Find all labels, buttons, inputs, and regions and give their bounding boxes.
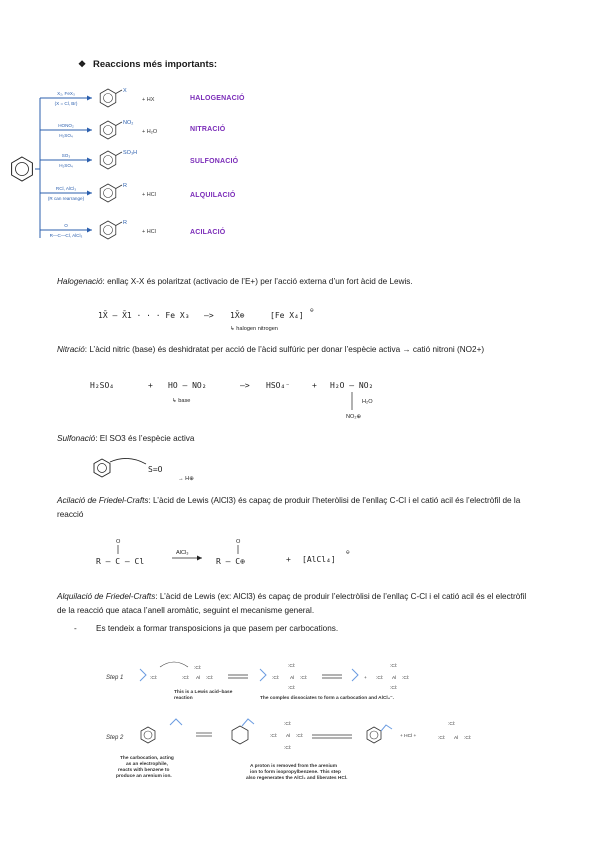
handwritten-acyl <box>90 534 390 576</box>
label-alquilacio: ALQUILACIÓ <box>190 192 236 199</box>
step2-note6: ion to form isopropylbenzene. This step <box>250 770 341 775</box>
bullet-marker: - <box>74 624 77 633</box>
step1b-cl2: :Cl: <box>300 676 308 681</box>
reaction-row <box>40 150 137 169</box>
step2b-al: Al <box>454 736 459 741</box>
step1-note1: This is a Lewis acid–base <box>174 690 233 695</box>
product-ring-icon <box>100 89 116 107</box>
hw-acyl-reagent: AlCl₃ <box>176 550 189 556</box>
step2-cl4: :Cl: <box>284 746 292 751</box>
title-sulfonacio: Sulfonació <box>57 434 96 443</box>
hw-halogen-charge: ⊖ <box>310 307 314 314</box>
byproduct: + HCl <box>142 192 156 198</box>
step1b-cl3: :Cl: <box>288 664 296 669</box>
step1c-cl3: :Cl: <box>390 664 398 669</box>
substituent: R <box>123 220 127 226</box>
label-acilacio: ACILACIÓ <box>190 229 226 236</box>
byproduct: + H₂O <box>142 129 158 135</box>
reagent-bottom: H₂SO₄ <box>59 133 73 138</box>
hw-nitro-reactant: HO — NO₂ <box>168 381 207 390</box>
hw-halogen-left: 1X̄ — X̄1 · · · Fe X₃ <box>98 311 190 320</box>
title-nitracio: Nitració <box>57 345 85 354</box>
step1-al: Al <box>196 676 201 681</box>
mechanism-figure <box>100 655 540 790</box>
svg-text:O: O <box>236 539 241 545</box>
substituent-bond <box>116 90 122 94</box>
step1-cl2: :Cl: <box>182 676 190 681</box>
arrowhead-icon <box>87 128 92 133</box>
substituent-bond <box>116 152 122 156</box>
hw-acyl-prod: R — C⊕ <box>216 557 245 566</box>
bullet-text: Es tendeix a formar transposicions ja que pasem per carbocations. <box>96 624 339 633</box>
step1-cl: :Cl: <box>150 676 158 681</box>
substituent: SO₃H <box>123 150 138 156</box>
bullet-item <box>74 624 338 633</box>
hw-nitro-arrow: —> <box>240 381 250 390</box>
step1-note2: reaction <box>174 696 193 701</box>
step2-plus-hcl: + HCl + <box>400 734 417 739</box>
reagent-bottom: (R can rearrange) <box>47 196 85 201</box>
product-ring-icon <box>100 121 116 139</box>
text-halogenacio: : enllaç X-X és polaritzat (activacio de l’E+) per l’acció externa d’un fort àcid de Lewis. <box>102 277 413 286</box>
step2b-cl2: :Cl: <box>438 736 446 741</box>
step1b-cl: :Cl: <box>272 676 280 681</box>
hw-nitro-base: ↳ base <box>172 398 191 404</box>
arrowhead-icon <box>87 96 92 101</box>
reaction-row <box>40 183 156 202</box>
step1-cl3: :Cl: <box>206 676 214 681</box>
label-nitracio: NITRACIÓ <box>190 126 226 133</box>
step2-al: Al <box>286 734 291 739</box>
hw-acyl-plus: + <box>286 555 291 564</box>
section-heading <box>78 59 217 70</box>
step1c-cl4: :Cl: <box>390 686 398 691</box>
text-nitracio: : L’àcid nitric (base) és deshidratat per acció de l’àcid sulfúric per donar l’espècie activa → catió nitroni (NO2+) <box>84 345 485 354</box>
label-sulfonacio: SULFONACIÓ <box>190 158 239 165</box>
label-halogenacio: HALOGENACIÓ <box>190 95 245 102</box>
paragraph-alquilacio <box>57 590 537 618</box>
reagent-bottom: H₂SO₄ <box>59 163 73 168</box>
reaction-scheme <box>0 75 600 255</box>
arrowhead-icon <box>87 191 92 196</box>
hw-nitro-no2: NO₂⊕ <box>346 414 362 420</box>
title-halogenacio: Halogenació <box>57 277 103 286</box>
paragraph-acilacio <box>57 494 537 522</box>
hw-acyl-charge: ⊖ <box>346 549 350 556</box>
reagent-bottom: R—C—Cl, AlCl₃ <box>49 233 83 238</box>
isopropylbenzene-icon <box>367 725 392 743</box>
heading-text: Reaccions més importants: <box>93 59 218 70</box>
reaction-row <box>40 120 158 139</box>
hw-halogen-right: 1X̄⊕ <box>230 311 245 320</box>
product-ring-circle <box>104 189 113 198</box>
product-ring-icon <box>100 151 116 169</box>
benzene-step2-icon <box>141 727 155 743</box>
product-ring-icon <box>100 221 116 239</box>
handwritten-halogen <box>80 300 440 336</box>
product-ring-circle <box>104 94 113 103</box>
paragraph-sulfonacio <box>57 432 537 446</box>
paragraph-halogenacio <box>57 275 537 289</box>
step1-label: Step 1 <box>106 675 124 681</box>
hw-halogen-arrow: —> <box>204 311 214 320</box>
arrowhead-icon <box>87 228 92 233</box>
step2-note4: produce an arenium ion. <box>116 774 172 779</box>
hw-halogen-note: ↳ halogen nitrogen <box>230 326 278 332</box>
step1-cl4: :Cl: <box>194 666 202 671</box>
step2-note5: A proton is removed from the arenium <box>250 764 337 769</box>
product-ring-circle <box>104 226 113 235</box>
hw-nitro-prod2: H₂O — NO₂ <box>330 381 374 390</box>
arrowhead-icon <box>87 158 92 163</box>
hw-sulfo-text: S=O <box>148 465 163 474</box>
step2b-cl3: :Cl: <box>464 736 472 741</box>
substituent: X <box>123 88 127 94</box>
product-ring-circle <box>104 126 113 135</box>
hw-nitro-plus1: + <box>148 381 153 390</box>
svg-text:+: + <box>364 676 367 681</box>
arenium-ion-icon <box>232 719 254 744</box>
hw-sulfo-arrow: → H⊕ <box>178 476 194 482</box>
step2-cl2: :Cl: <box>270 734 278 739</box>
benzene-icon <box>12 157 33 181</box>
text-sulfonacio: : El SO3 és l’espècie activa <box>95 434 195 443</box>
handwritten-sulfo <box>88 452 228 486</box>
step1c-cl2: :Cl: <box>402 676 410 681</box>
step2-note2: as an electrophile, <box>126 762 168 767</box>
step2-note3: reacts with benzene to <box>118 768 170 773</box>
title-acilacio: Acilació de Friedel-Crafts <box>57 496 149 505</box>
text-acilacio: : L’àcid de Lewis (AlCl3) és capaç de produir l’heteròlisi de l’enllaç C-Cl i el catió acil és l’electròfil de la reacció <box>57 496 521 519</box>
step2-note1: The carbocation, acting <box>120 756 174 761</box>
byproduct: + HX <box>142 97 155 103</box>
hw-acyl-bracket: [AlCl₄] <box>302 555 336 564</box>
reagent-top: X₂, FeX₃ <box>57 91 75 96</box>
product-ring-icon <box>100 184 116 202</box>
step2-cl: :Cl: <box>284 722 292 727</box>
step1-note3: The complex dissociates to form a carbocation and AlCl₄⁻. <box>260 696 394 701</box>
hw-halogen-bracket: [Fe X₄] <box>270 311 304 320</box>
step1c-cl: :Cl: <box>376 676 384 681</box>
diamond-bullet-icon: ❖ <box>78 59 87 69</box>
reagent-bottom: (X = Cl, Br) <box>54 101 78 106</box>
svg-text:O: O <box>116 539 121 545</box>
reagent-top: HONO₂ <box>58 123 74 128</box>
step1b-al: Al <box>290 676 295 681</box>
step1c-al: Al <box>392 676 397 681</box>
hw-nitro-left: H₂SO₄ <box>90 381 115 390</box>
reaction-row <box>40 88 155 107</box>
paragraph-nitracio <box>57 343 537 357</box>
step2-note7: also regenerates the AlCl₃ and liberates HCl. <box>246 776 348 781</box>
step1b-cl4: :Cl: <box>288 686 296 691</box>
text-alquilacio: : L’àcid de Lewis (ex: AlCl3) és capaç de produir l’electròlisi de l’enllaç C-Cl i el catió acil és el electròfil de la reacció que ataca l’anell aromàtic, seguint el mecanisme general. <box>57 592 527 615</box>
substituent-bond <box>116 122 122 126</box>
hw-nitro-prod1: HSO₄⁻ <box>266 381 291 390</box>
product-ring-circle <box>104 156 113 165</box>
substituent-bond <box>116 185 122 189</box>
step2b-cl: :Cl: <box>448 722 456 727</box>
reagent-top: SO₃ <box>61 153 71 158</box>
title-alquilacio: Alquilació de Friedel-Crafts <box>57 592 156 601</box>
hw-nitro-plus2: + <box>312 381 317 390</box>
step2-cl3: :Cl: <box>296 734 304 739</box>
hw-acyl-left: R — C — Cl <box>96 557 145 566</box>
step2-label: Step 2 <box>106 735 124 741</box>
substituent: NO₂ <box>123 120 134 126</box>
reagent-top: O <box>64 223 68 228</box>
hw-nitro-h2o: H₂O <box>362 399 373 405</box>
reaction-row <box>40 220 156 239</box>
substituent: R <box>123 183 127 189</box>
substituent-bond <box>116 222 122 226</box>
handwritten-nitro <box>90 376 470 426</box>
reagent-top: RCl, AlCl₃ <box>55 186 77 191</box>
byproduct: + HCl <box>142 229 156 235</box>
benzene-sketch-icon <box>94 459 110 477</box>
